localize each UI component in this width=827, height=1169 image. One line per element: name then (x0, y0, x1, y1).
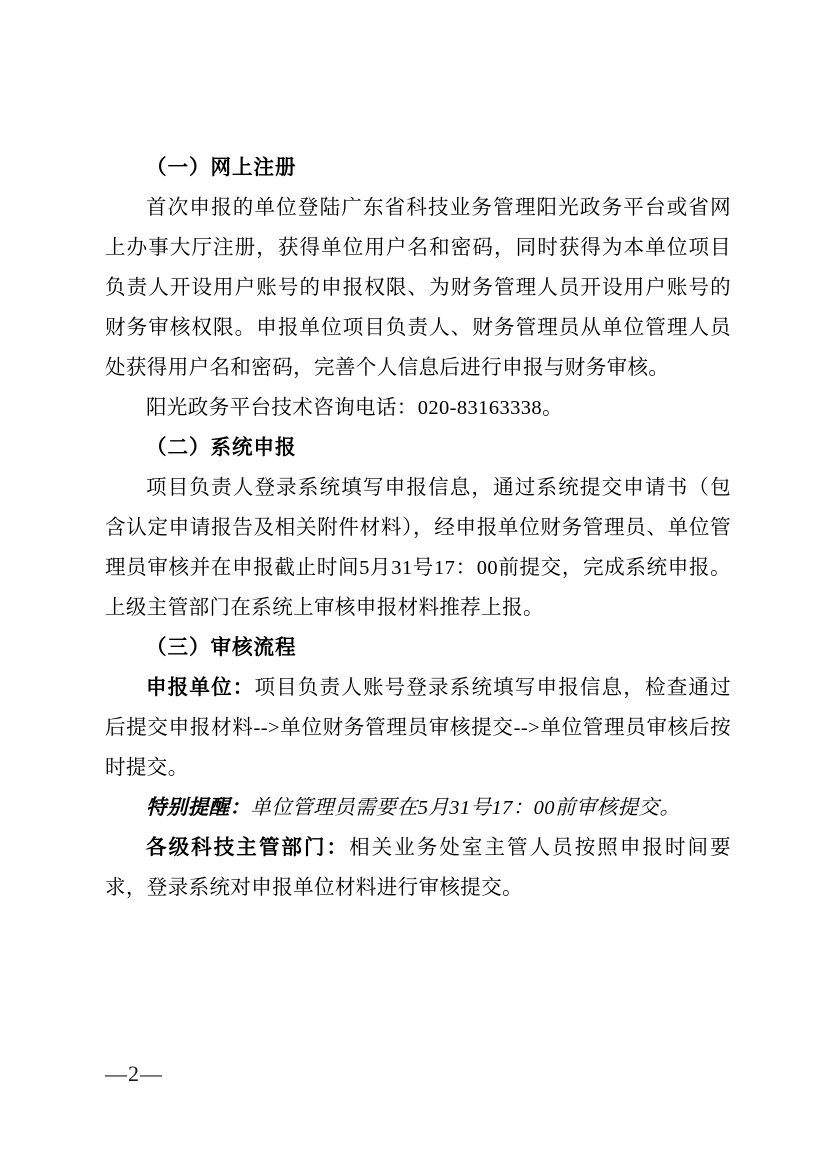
section-heading: （一）网上注册 (146, 156, 297, 179)
paragraph (105, 468, 731, 628)
section-system-application (105, 428, 731, 628)
paragraph-text: 首次申报的单位登陆广东省科技业务管理阳光政务平台或省网上办事大厅注册，获得单位用户名和密码，同时获得为本单位项目负责人开设用户账号的申报权限、为财务管理人员开设用户账号的财务审核权限。申报单位项目负责人、财务管理员从单位管理人员处获得用户名和密码，完善个人信息后进行申报与财务审核。 (105, 197, 731, 379)
paragraph-applicant-unit (105, 668, 731, 788)
section-review-process (105, 628, 731, 908)
paragraph-lead: 申报单位： (146, 677, 255, 699)
paragraph-text: 单位管理员需要在5月31号17：00前审核提交。 (250, 797, 681, 819)
section-online-registration (105, 148, 731, 428)
paragraph-lead: 特别提醒： (146, 797, 251, 819)
paragraph-text: 阳光政务平台技术咨询电话：020-83163338。 (146, 397, 563, 419)
paragraph-lead: 各级科技主管部门： (146, 837, 350, 859)
section-heading: （二）系统申报 (146, 436, 297, 459)
paragraph-authorities (105, 828, 731, 908)
paragraph-text: 项目负责人账号登录系统填写申报信息，检查通过后提交申报材料-->单位财务管理员审核提交-->单位管理员审核后按时提交。 (105, 677, 731, 779)
paragraph (105, 188, 731, 388)
section-heading: （三）审核流程 (146, 636, 297, 659)
paragraph-text: 项目负责人登录系统填写申报信息，通过系统提交申请书（包含认定申请报告及相关附件材料），经申报单位财务管理员、单位管理员审核并在申报截止时间5月31号17：00前提交，完成系统申报。上级主管部门在系统上审核申报材料推荐上报。 (105, 477, 731, 619)
document-body (105, 148, 731, 908)
page-number: —2— (105, 1061, 163, 1086)
paragraph-phone (105, 388, 731, 428)
paragraph-text: 相关业务处室主管人员按照申报时间要求，登录系统对申报单位材料进行审核提交。 (105, 837, 731, 899)
paragraph-special-reminder (105, 788, 731, 828)
